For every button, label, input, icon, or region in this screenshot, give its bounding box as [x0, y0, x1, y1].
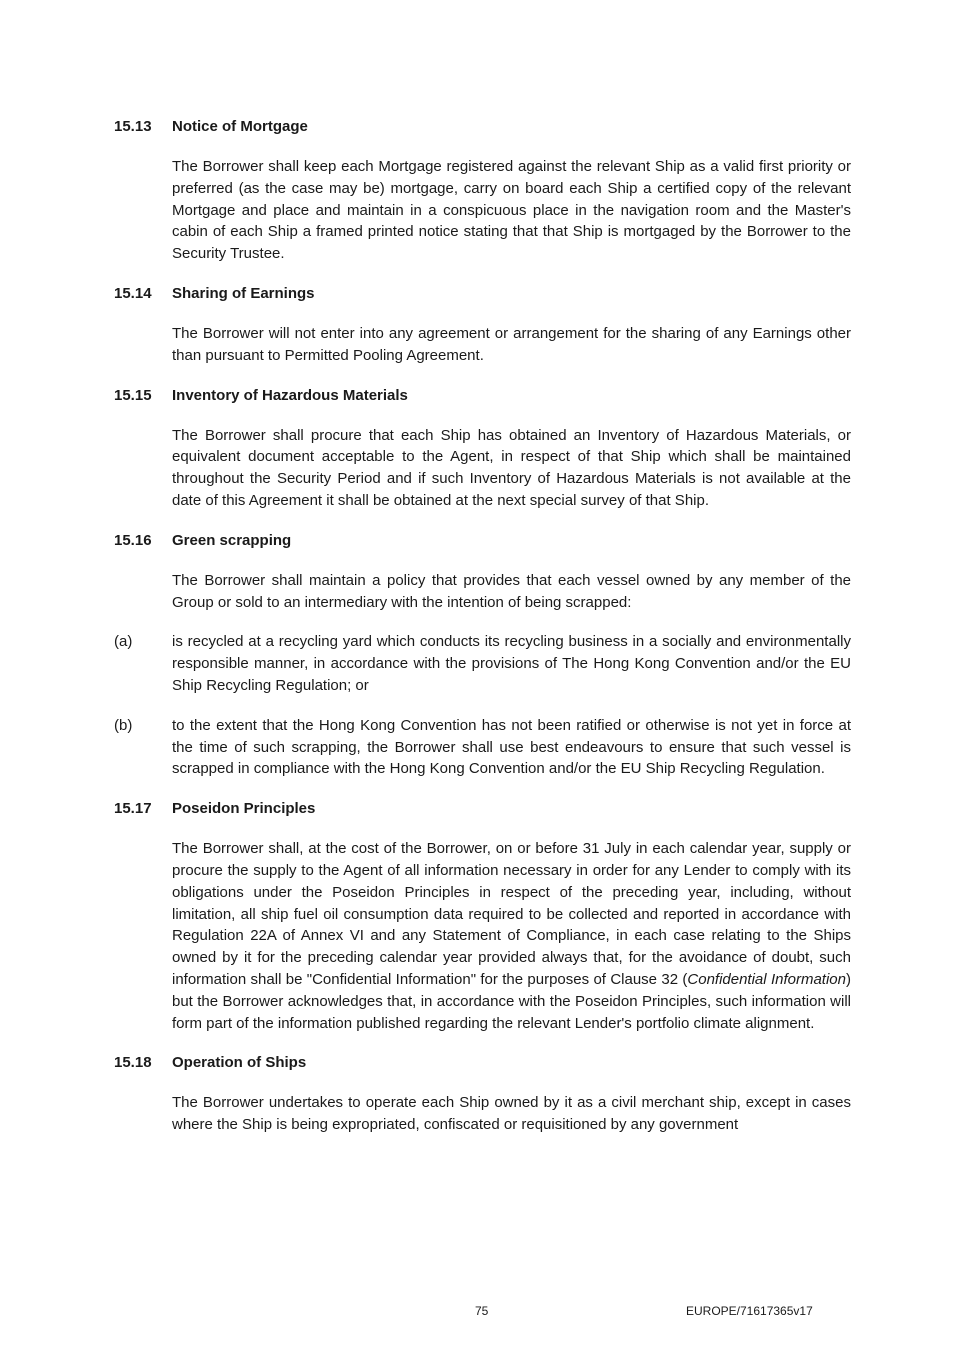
- clause-heading: [114, 1052, 851, 1073]
- clause-paragraph: The Borrower undertakes to operate each Ship owned by it as a civil merchant ship, except in cases where the Ship is being expropriated, confiscated or requisitioned by any government: [172, 1094, 851, 1134]
- clause-paragraph: The Borrower shall maintain a policy that provides that each vessel owned by any member of the Group or sold to an intermediary with the intention of being scrapped:: [172, 571, 851, 611]
- list-item-text: to the extent that the Hong Kong Convention has not been ratified or otherwise is not yet in force at the time of such scrapping, the Borrower shall use best endeavours to ensure that such vessel is scrapped in compliance with the Hong Kong Convention and/or the EU Ship Recycling Regulation.: [172, 716, 851, 778]
- list-item-text: is recycled at a recycling yard which conducts its recycling business in a socially and environmentally responsible manner, in accordance with the provisions of The Hong Kong Convention and/or the EU Ship Recycling Regulation; or: [172, 633, 851, 694]
- clause-paragraph: The Borrower shall procure that each Ship has obtained an Inventory of Hazardous Materials, or equivalent document acceptable to the Agent, in respect of that Ship which shall be maintained throughout the Security Period and if such Inventory of Hazardous Materials is not available at the date of this Agreement it shall be obtained at the next special survey of that Ship.: [172, 426, 851, 509]
- clause-number: 15.17: [114, 800, 152, 818]
- paragraph-text: The Borrower shall, at the cost of the Borrower, on or before 31 July in each calendar year, supply or procure the supply to the Agent of all information necessary in order for any Lender to comply with its obligations under the Poseidon Principles in respect of the preceding year, including, without limitation, all ship fuel oil consumption data required to be collected and reported in accordance with Regulation 22A of Annex VI and any Statement of Compliance, in each case relating to the Ships owned by it for the preceding calendar year provided always that, for the avoidance of doubt, such information shall be "Confidential Information" for the purposes of Clause 32 (: [172, 840, 851, 988]
- list-item-label: (b): [114, 716, 133, 734]
- document-reference: EUROPE/71617365v17: [686, 1304, 813, 1318]
- clause-title: Green scrapping: [172, 531, 292, 549]
- defined-term-reference: Confidential Information: [687, 970, 846, 988]
- list-item: [114, 715, 851, 780]
- clause-title: Notice of Mortgage: [172, 118, 308, 135]
- clause-15-17: [114, 798, 851, 1034]
- clause-15-14: [114, 283, 851, 367]
- clause-title: Inventory of Hazardous Materials: [172, 386, 408, 404]
- clause-15-13: [114, 116, 851, 265]
- clause-paragraph: The Borrower shall keep each Mortgage registered against the relevant Ship as a valid first priority or preferred (as the case may be) mortgage, carry on board each Ship a certified copy of the relevant Mortgage and place and maintain in a conspicuous place in the navigation room and the Master's cabin of each Ship a framed printed notice stating that that Ship is mortgaged by the Borrower to the Security Trustee.: [172, 158, 851, 263]
- clause-number: 15.14: [114, 284, 152, 302]
- clause-15-16: [114, 530, 851, 780]
- paragraph-text: ) but the Borrower acknowledges that, in accordance with the Poseidon Principles, such information will form part of the information published regarding the relevant Lender's portfolio climate alignment.: [172, 970, 851, 1032]
- clause-paragraph: The Borrower will not enter into any agreement or arrangement for the sharing of any Earnings other than pursuant to Permitted Pooling Agreement.: [172, 324, 851, 364]
- clause-heading: [114, 116, 851, 137]
- clause-heading: [114, 530, 851, 551]
- page-number: 75: [475, 1304, 489, 1318]
- clause-title: Poseidon Principles: [172, 800, 316, 818]
- clause-paragraph: [172, 838, 851, 1034]
- document-body: [114, 116, 851, 1154]
- clause-title: Operation of Ships: [172, 1054, 307, 1072]
- clause-heading: [114, 283, 851, 304]
- clause-heading: [114, 385, 851, 406]
- clause-heading: [114, 798, 851, 819]
- list-item: [114, 631, 851, 696]
- clause-title: Sharing of Earnings: [172, 284, 315, 302]
- clause-15-15: [114, 385, 851, 512]
- clause-number: 15.15: [114, 386, 152, 404]
- clause-number: 15.13: [114, 118, 152, 135]
- clause-number: 15.16: [114, 531, 152, 549]
- list-item-label: (a): [114, 633, 133, 651]
- clause-15-18: [114, 1052, 851, 1136]
- clause-number: 15.18: [114, 1054, 152, 1072]
